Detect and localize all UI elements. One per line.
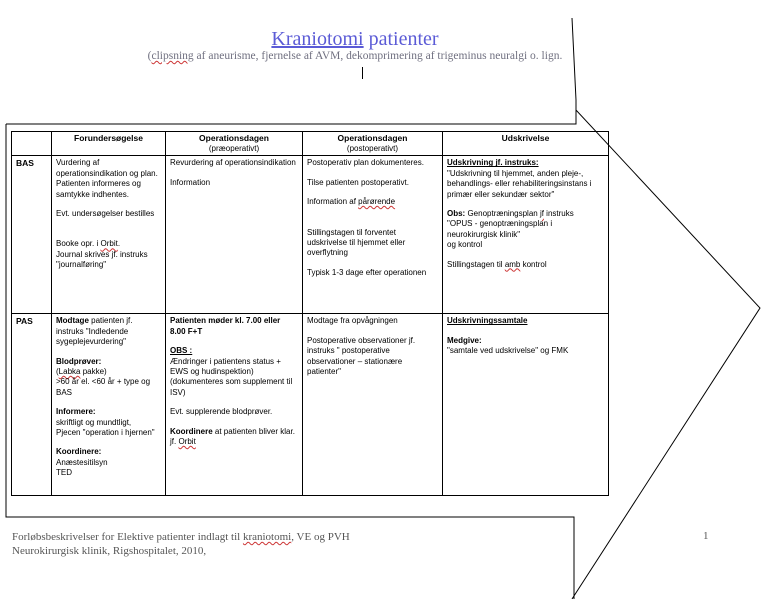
- footer-l1c: , VE og PVH: [291, 531, 350, 543]
- pas-f-p7: TED: [56, 468, 72, 478]
- bas-u-obs-jf: jf: [539, 209, 544, 218]
- pas-pre-p4: [170, 437, 298, 447]
- bas-post-p3a: Information af: [307, 197, 359, 207]
- header-pre-title: Operationsdagen: [199, 133, 269, 143]
- footer-l1b: kraniotomi: [242, 531, 292, 543]
- bas-f-orbit: Orbit: [100, 239, 118, 249]
- bas-f-p5: Journal skrives jf. instruks "journalføring": [56, 249, 148, 270]
- bas-u-p4: [447, 260, 604, 270]
- page-footer: [12, 530, 350, 559]
- pas-pre-h2: OBS :: [170, 346, 193, 356]
- patient-flow-table: [11, 131, 609, 496]
- footer-line-2: Neurokirurgisk klinik, Rigshospitalet, 2010,: [12, 545, 207, 558]
- header-post-sub: (postoperativt): [346, 144, 399, 154]
- pas-f-p6: Anæstesitilsyn: [56, 457, 108, 467]
- row-label-pas: PAS: [12, 314, 52, 496]
- pas-f-h1: Modtage: [56, 316, 89, 326]
- pas-u-p1: "samtale ved udskrivelse" og FMK: [447, 346, 569, 356]
- header-operationsdagen-pre: [166, 132, 303, 156]
- bas-post-p1: Postoperativ plan dokumenteres.: [307, 158, 424, 168]
- bas-forundersogelse-cell: [52, 156, 166, 314]
- bas-f-p4c: .: [117, 239, 121, 249]
- pas-f-p1: [56, 316, 161, 347]
- bas-pre-p2: Information: [170, 177, 211, 187]
- title-rest: patienter: [363, 28, 439, 50]
- pas-u-h2: Medgive:: [447, 335, 482, 345]
- bas-u-obs-label: Obs:: [447, 209, 466, 218]
- bas-post-cell: [303, 156, 443, 314]
- pas-f-p4: skriftligt og mundtligt,: [56, 417, 132, 427]
- bas-f-p4: [56, 239, 161, 249]
- pas-post-p2: Postoperative observationer jf. instruks " postoperative observationer – stationære patienter": [307, 335, 416, 376]
- bas-post-p3: [307, 197, 438, 207]
- pas-f-p2: [56, 367, 161, 377]
- bas-u-obs: [447, 209, 604, 219]
- bas-f-p3: Evt. undersøgelser bestilles: [56, 209, 155, 218]
- bas-u-p1: "Udskrivning til hjemmet, anden pleje-, behandlings- eller rehabiliteringsinstans i primær eller sekundær sektor": [447, 168, 592, 199]
- table-row-bas: [12, 156, 609, 314]
- header-post-title: Operationsdagen: [337, 133, 408, 143]
- pas-pre-cell: [166, 314, 303, 496]
- bas-u-p4c: kontrol: [520, 259, 547, 269]
- text-cursor: [362, 67, 363, 79]
- header-empty: [12, 132, 52, 156]
- subtitle-paren: (: [147, 50, 152, 62]
- pas-u-h1: Udskrivningssamtale: [447, 316, 528, 326]
- pas-pre-p3: [170, 427, 298, 437]
- header-row: [12, 132, 609, 156]
- footer-l1a: Forløbsbeskrivelser for Elektive patienter indlagt til: [12, 531, 243, 543]
- bas-pre-cell: [166, 156, 303, 314]
- bas-u-p2: "OPUS - genoptræningsplan i neurokirurgisk klinik": [447, 219, 553, 239]
- row-label-bas: BAS: [12, 156, 52, 314]
- document-subtitle: [0, 50, 710, 62]
- title-word: Kraniotomi: [271, 28, 364, 50]
- footer-line-1: [12, 530, 350, 544]
- pas-pre-p2: Evt. supplerende blodprøver.: [170, 407, 273, 417]
- bas-u-obs-a: Genoptræningsplan: [465, 209, 540, 218]
- bas-f-p2: Patienten informeres og samtykke indhentes.: [56, 179, 141, 199]
- header-udskrivelse: Udskrivelse: [443, 132, 609, 156]
- bas-post-p2: Tilse patienten postoperativt.: [307, 177, 409, 187]
- pas-f-p1-text: patienten jf. instruks "Indledende sygeplejevurdering": [56, 316, 133, 347]
- page-number: 1: [703, 530, 709, 542]
- bas-post-p3b: pårørende: [358, 197, 396, 207]
- document-title: [0, 28, 710, 51]
- bas-f-p4a: Booke opr. i: [56, 239, 101, 249]
- header-forundersogelse: Forundersøgelse: [52, 132, 166, 156]
- pas-f-h2: Blodprøver:: [56, 356, 102, 366]
- pas-pre-p1: Ændringer i patientens status + EWS og hudinspektion) (dokumenteres som supplement til ISV): [170, 356, 293, 397]
- pas-f-p5: Pjecen "operation i hjernen": [56, 427, 155, 437]
- table-row-pas: [12, 314, 609, 496]
- pas-post-p1: Modtage fra opvågningen: [307, 316, 398, 326]
- pas-post-cell: [303, 314, 443, 496]
- bas-pre-p1: Revurdering af operationsindikation: [170, 158, 296, 168]
- subtitle-rest: af aneurisme, fjernelse af AVM, dekomprimering af trigeminus neuralgi o. lign.: [193, 50, 563, 62]
- bas-post-p5: Typisk 1-3 dage efter operationen: [307, 267, 427, 277]
- bas-u-obs-b: instruks: [543, 209, 574, 218]
- subtitle-word: clipsning: [151, 50, 194, 62]
- pas-forundersogelse-cell: [52, 314, 166, 496]
- bas-f-p1: Vurdering af operationsindikation og plan.: [56, 158, 158, 178]
- pas-f-p2a: (: [56, 367, 59, 376]
- pas-f-p2c: pakke): [80, 367, 107, 376]
- bas-u-heading: Udskrivning jf. instruks:: [447, 158, 539, 168]
- pas-f-h3: Informere:: [56, 407, 96, 417]
- pas-f-p3: >60 år el. <60 år + type og BAS: [56, 377, 151, 397]
- pas-pre-h1: Patienten møder kl. 7.00 eller 8.00 F+T: [170, 316, 281, 336]
- pas-f-labka: Labka: [58, 367, 81, 376]
- pas-pre-h3: Koordinere: [170, 426, 213, 436]
- pas-f-h4: Koordinere:: [56, 447, 102, 457]
- bas-u-p4a: Stillingstagen til: [447, 259, 505, 269]
- pas-pre-p4a: jf.: [170, 436, 179, 446]
- header-pre-sub: (præoperativt): [208, 144, 260, 154]
- bas-post-p4: Stillingstagen til forventet udskrivelse til hjemmet eller overflytning: [307, 227, 406, 258]
- bas-udskrivelse-cell: [443, 156, 609, 314]
- bas-u-p3: og kontrol: [447, 240, 483, 250]
- pas-udskrivelse-cell: [443, 314, 609, 496]
- pas-pre-orbit: Orbit: [178, 436, 196, 446]
- pas-pre-p3-text: at patienten bliver klar.: [212, 426, 295, 436]
- bas-u-amb: amb: [504, 259, 521, 269]
- header-operationsdagen-post: [303, 132, 443, 156]
